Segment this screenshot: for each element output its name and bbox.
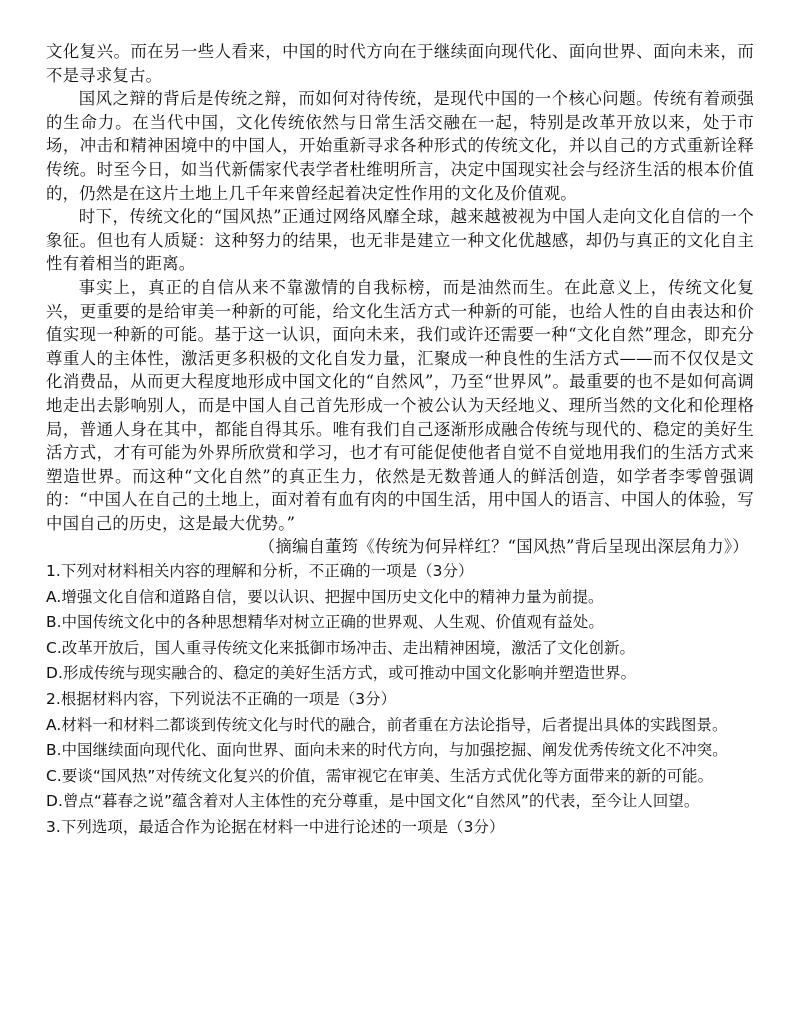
questions-section bbox=[46, 559, 754, 841]
passage-paragraph: 时下，传统文化的“国风热”正通过网络风靡全球，越来越被视为中国人走向文化自信的一个象征。但也有人质疑：这种努力的结果，也无非是建立一种文化优越感，却仍与真正的文化自主性有着相当的距离。 bbox=[46, 207, 754, 274]
question-stem: 3.下列选项，最适合作为论据在材料一中进行论述的一项是（3分） bbox=[46, 818, 505, 836]
passage-source: （摘编自董筠《传统为何异样红？“国风热”背后呈现出深层角力》） bbox=[258, 537, 749, 557]
passage-paragraph: 国风之辩的背后是传统之辩，而如何对待传统，是现代中国的一个核心问题。传统有着顽强的生命力。在当代中国，文化传统依然与日常生活交融在一起，特别是改革开放以来，处于市场，冲击和精神困境中的中国人，开始重新寻求各种形式的传统文化，并以自己的方式重新诠释传统。时至今日，如当代新儒家代表学者杜维明所言，决定中国现实社会与经济生活的根本价值的，仍然是在这片土地上几千年来曾经起着决定性作用的文化及价值观。 bbox=[46, 89, 754, 203]
option-a: A.材料一和材料二都谈到传统文化与时代的融合，前者重在方法论指导，后者提出具体的实践图景。 bbox=[46, 715, 728, 734]
question-2 bbox=[46, 687, 754, 815]
option-d: D.曾点“暮春之说”蕴含着对人主体性的充分尊重，是中国文化“自然风”的代表，至今让人回望。 bbox=[46, 792, 700, 811]
option-c: C.要谈“国风热”对传统文化复兴的价值，需审视它在审美、生活方式优化等方面带来的新的可能。 bbox=[46, 766, 714, 785]
question-3 bbox=[46, 815, 754, 841]
question-1 bbox=[46, 559, 754, 687]
reading-passage bbox=[46, 40, 754, 559]
option-b: B.中国传统文化中的各种思想精华对树立正确的世界观、人生观、价值观有益处。 bbox=[46, 613, 604, 632]
passage-paragraph: 文化复兴。而在另一些人看来，中国的时代方向在于继续面向现代化、面向世界、面向未来，而不是寻求复古。 bbox=[46, 42, 754, 85]
option-c: C.改革开放后，国人重寻传统文化来抵御市场冲击、走出精神困境，激活了文化创新。 bbox=[46, 638, 635, 657]
option-a: A.增强文化自信和道路自信，要以认识、把握中国历史文化中的精神力量为前提。 bbox=[46, 587, 604, 606]
question-stem: 2.根据材料内容，下列说法不正确的一项是（3分） bbox=[46, 690, 397, 709]
option-d: D.形成传统与现实融合的、稳定的美好生活方式，或可推动中国文化影响并塑造世界。 bbox=[46, 664, 637, 683]
option-b: B.中国继续面向现代化、面向世界、面向未来的时代方向，与加强挖掘、阐发优秀传统文化不冲突。 bbox=[46, 741, 728, 760]
question-stem: 1.下列对材料相关内容的理解和分析，不正确的一项是（3分） bbox=[46, 562, 474, 581]
passage-paragraph: 事实上，真正的自信从来不靠激情的自我标榜，而是油然而生。在此意义上，传统文化复兴，更重要的是给审美一种新的可能，给文化生活方式一种新的可能，也给人性的自由表达和价值实现一种新的可能。基于这一认识，面向未来，我们或许还需要一种“文化自然”理念，即充分尊重人的主体性，激活更多积极的文化自发力量，汇聚成一种良性的生活方式——而不仅仅是文化消费品，从而更大程度地形成中国文化的“自然风”，乃至“世界风”。最重要的也不是如何高调地走出去影响别人，而是中国人自己首先形成一个被公认为天经地义、理所当然的文化和伦理格局，普通人身在其中，都能自得其乐。唯有我们自己逐渐形成融合传统与现代的、稳定的美好生活方式，才有可能为外界所欣赏和学习，也才有可能促使他者自觉不自觉地用我们的生活方式来塑造世界。而这种“文化自然”的真正生力，依然是无数普通人的鲜活创造，如学者李零曾强调的：“中国人在自己的土地上，面对着有血有肉的中国生活，用中国人的语言、中国人的体验，写中国自己的历史，这是最大优势。” bbox=[46, 277, 754, 533]
